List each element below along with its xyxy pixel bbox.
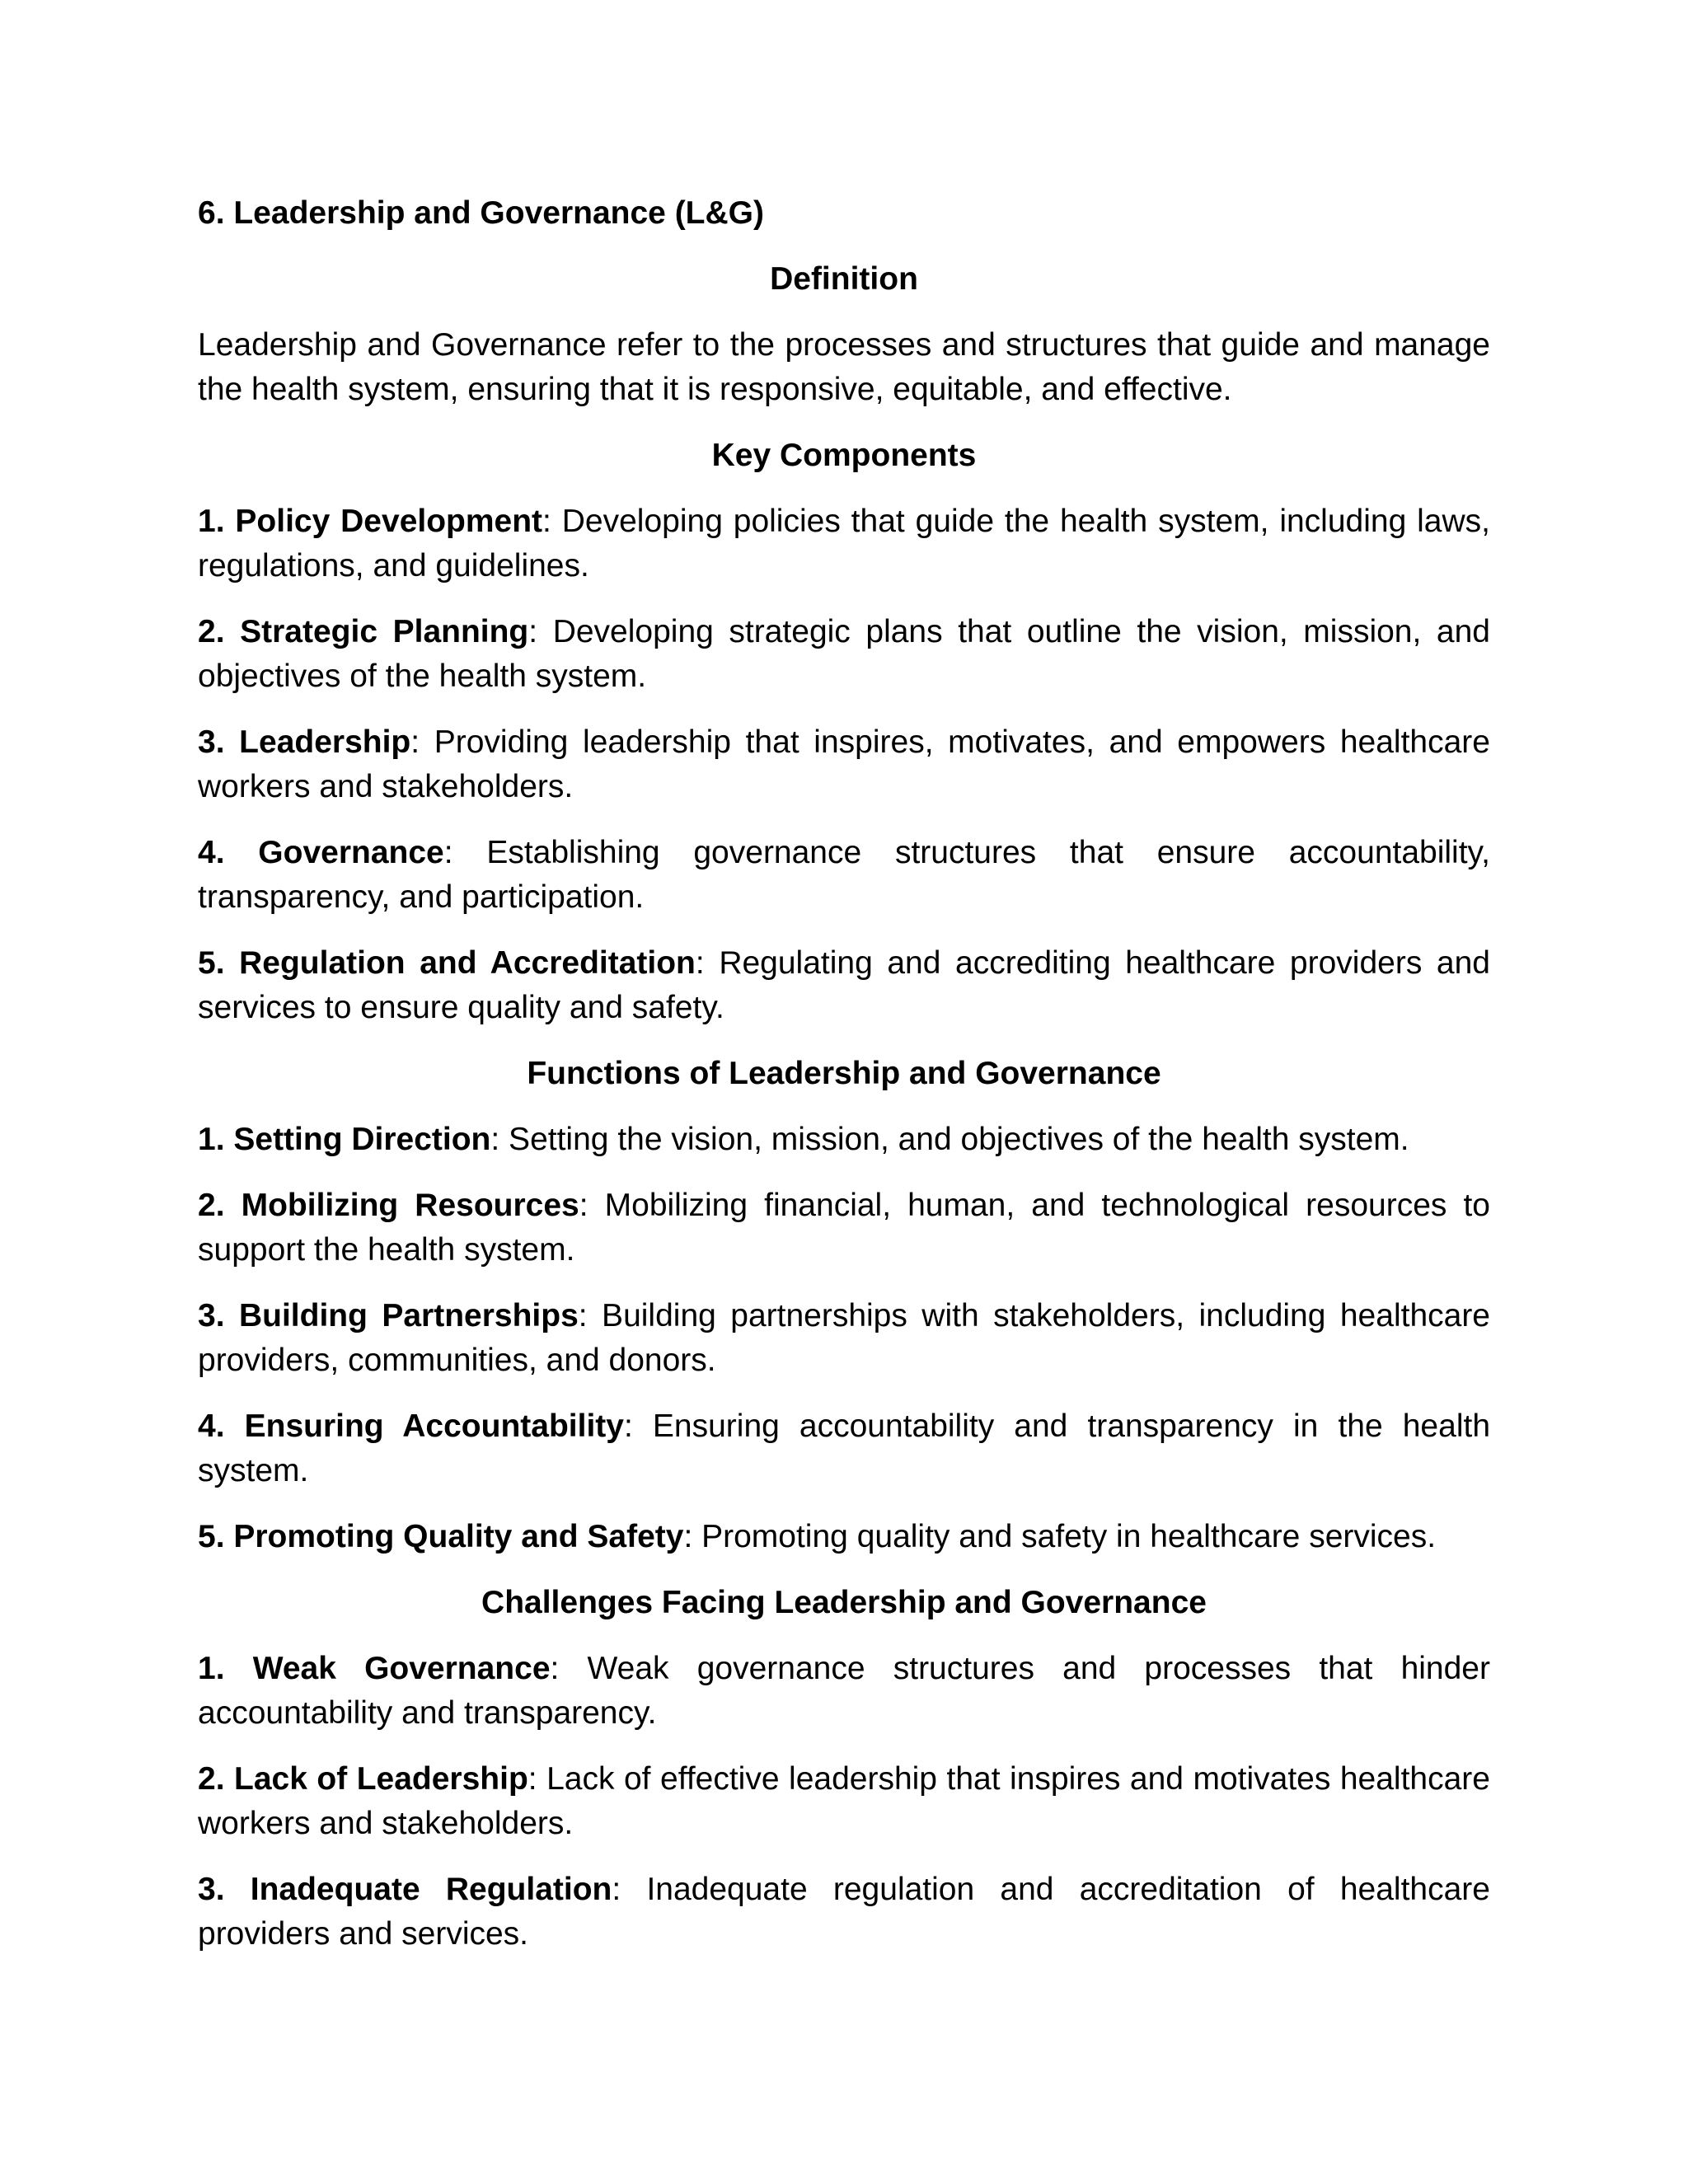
- challenge-item: [198, 1868, 1490, 1957]
- function-item: [198, 1515, 1490, 1559]
- item-text: : Developing strategic plans that outline the vision, mission, and objectives of the health system.: [198, 614, 1490, 694]
- item-text: : Inadequate regulation and accreditation of healthcare providers and services.: [198, 1872, 1490, 1952]
- item-text: : Developing policies that guide the health system, including laws, regulations, and guidelines.: [198, 504, 1490, 583]
- item-lead: 4. Ensuring Accountability: [198, 1408, 624, 1444]
- key-component-item: [198, 941, 1490, 1030]
- function-item: [198, 1294, 1490, 1383]
- item-text: : Lack of effective leadership that inspires and motivates healthcare workers and stakeholders.: [198, 1761, 1490, 1841]
- item-lead: 3. Leadership: [198, 724, 411, 760]
- key-component-item: [198, 831, 1490, 920]
- item-lead: 1. Setting Direction: [198, 1122, 491, 1157]
- challenge-item: [198, 1757, 1490, 1846]
- functions-heading: Functions of Leadership and Governance: [527, 1056, 1161, 1091]
- item-text: : Establishing governance structures that ensure accountability, transparency, and participation.: [198, 835, 1490, 915]
- item-lead: 1. Policy Development: [198, 504, 543, 539]
- item-text: : Mobilizing financial, human, and technological resources to support the health system.: [198, 1188, 1490, 1268]
- key-components-heading: Key Components: [711, 438, 977, 473]
- item-lead: 2. Mobilizing Resources: [198, 1188, 579, 1223]
- document-page: [198, 191, 1490, 1978]
- item-lead: 2. Lack of Leadership: [198, 1761, 528, 1797]
- item-text: : Weak governance structures and processes that hinder accountability and transparency.: [198, 1651, 1490, 1731]
- item-lead: 3. Inadequate Regulation: [198, 1872, 612, 1907]
- item-lead: 3. Building Partnerships: [198, 1298, 579, 1333]
- key-component-item: [198, 499, 1490, 588]
- item-text: : Providing leadership that inspires, motivates, and empowers healthcare workers and stakeholders.: [198, 724, 1490, 804]
- item-lead: 5. Promoting Quality and Safety: [198, 1519, 684, 1554]
- item-text: : Building partnerships with stakeholders, including healthcare providers, communities, and donors.: [198, 1298, 1490, 1378]
- key-component-item: [198, 720, 1490, 809]
- item-lead: 4. Governance: [198, 835, 444, 870]
- key-component-item: [198, 610, 1490, 699]
- challenges-heading: Challenges Facing Leadership and Governance: [481, 1585, 1207, 1620]
- function-item: [198, 1404, 1490, 1493]
- item-text: : Promoting quality and safety in healthcare services.: [683, 1519, 1437, 1554]
- document-title: 6. Leadership and Governance (L&G): [198, 195, 764, 231]
- function-item: [198, 1183, 1490, 1272]
- item-text: : Setting the vision, mission, and objectives of the health system.: [490, 1122, 1409, 1157]
- item-lead: 1. Weak Governance: [198, 1651, 551, 1686]
- challenge-item: [198, 1647, 1490, 1736]
- function-item: [198, 1118, 1490, 1162]
- item-text: : Ensuring accountability and transparency in the health system.: [198, 1408, 1491, 1488]
- definition-text: Leadership and Governance refer to the processes and structures that guide and manage the health system, ensuring that it is responsive, equitable, and effective.: [198, 327, 1490, 407]
- definition-heading: Definition: [770, 261, 918, 297]
- item-lead: 5. Regulation and Accreditation: [198, 945, 696, 981]
- item-lead: 2. Strategic Planning: [198, 614, 529, 649]
- item-text: : Regulating and accrediting healthcare providers and services to ensure quality and safety.: [198, 945, 1490, 1025]
